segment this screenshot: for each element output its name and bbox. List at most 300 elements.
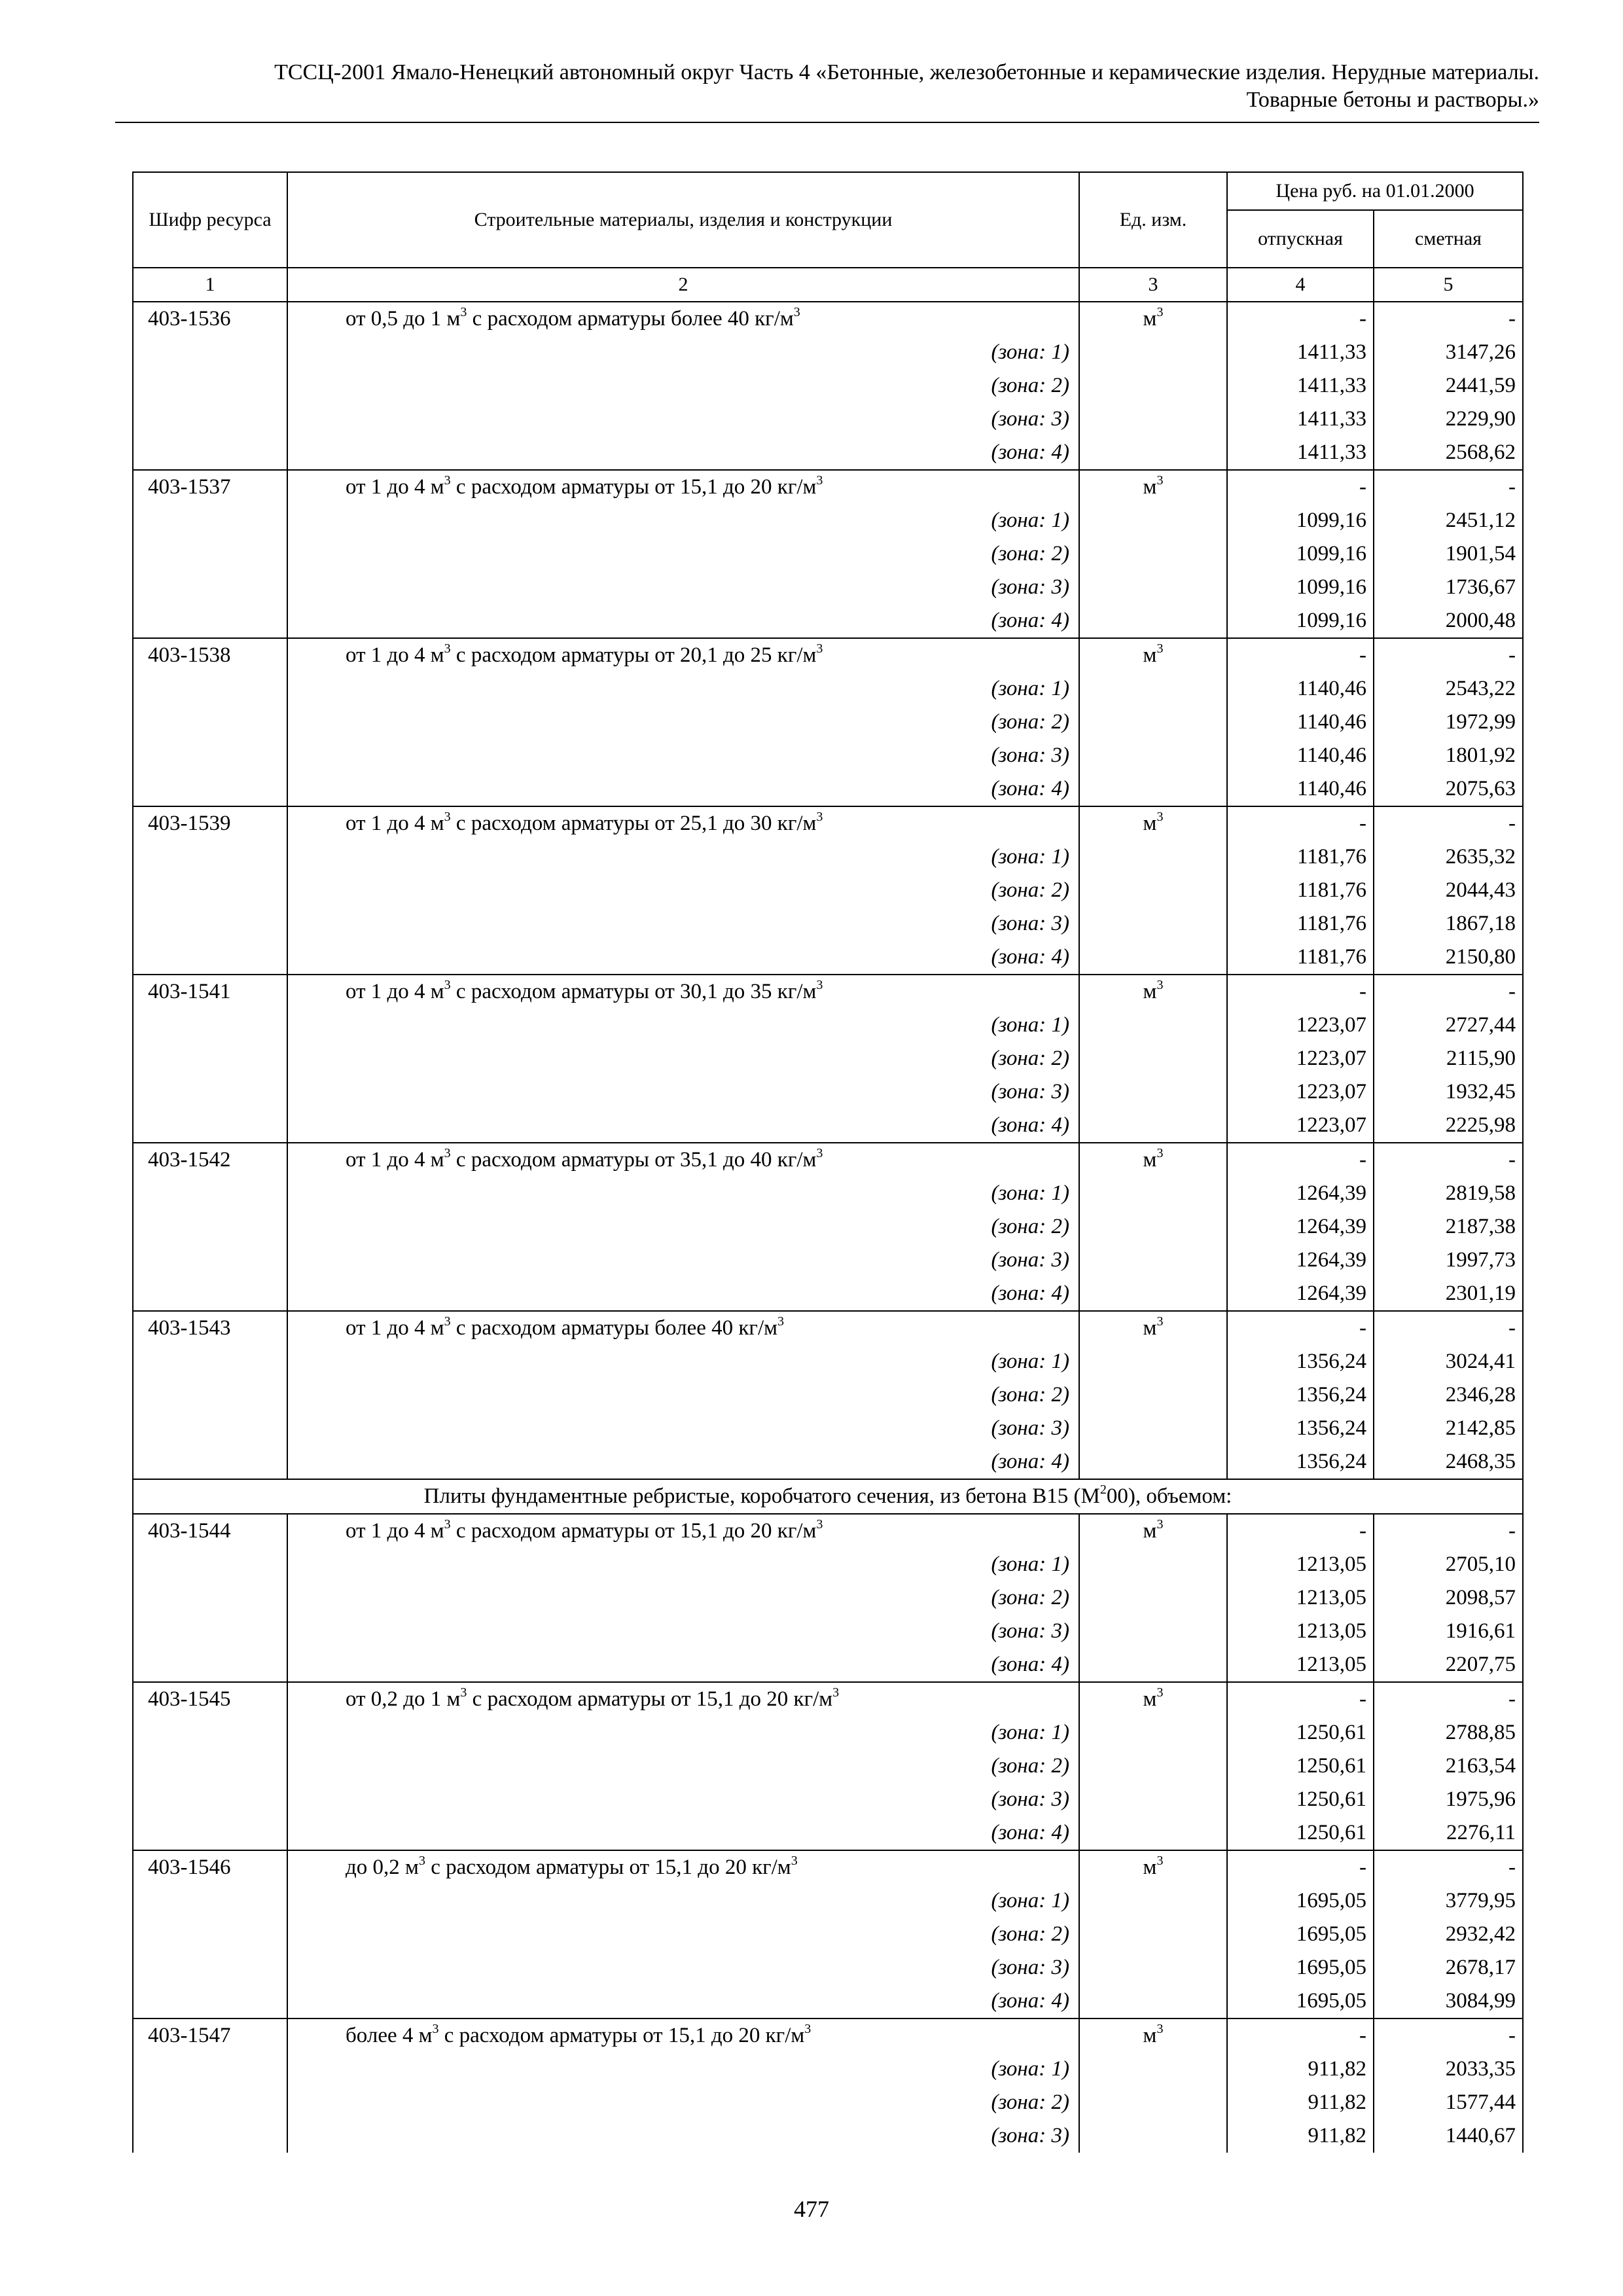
empty-unit-cell	[1079, 1816, 1227, 1850]
zone-label: (зона: 1)	[287, 1009, 1079, 1042]
release-price: 1250,61	[1227, 1716, 1374, 1749]
item-description	[287, 1514, 1079, 1548]
unit-cell	[1079, 302, 1227, 336]
empty-unit-cell	[1079, 672, 1227, 706]
resource-code: 403-1539	[133, 806, 287, 840]
empty-code-cell	[133, 1951, 287, 1984]
col-number-5: 5	[1374, 268, 1523, 302]
release-price: 1213,05	[1227, 1615, 1374, 1648]
heading-superscript: 2	[1099, 1482, 1107, 1497]
item-description	[287, 470, 1079, 504]
zone-label: (зона: 3)	[287, 1244, 1079, 1277]
empty-unit-cell	[1079, 706, 1227, 739]
release-price: -	[1227, 1311, 1374, 1345]
item-description	[287, 1682, 1079, 1716]
unit-exponent: 3	[1156, 1685, 1164, 1700]
zone-label: (зона: 2)	[287, 1378, 1079, 1412]
zone-label: (зона: 2)	[287, 1210, 1079, 1244]
release-price: 1213,05	[1227, 1548, 1374, 1581]
volume-exponent: 3	[444, 978, 451, 992]
unit-base: м	[1143, 1687, 1157, 1711]
zone-label: (зона: 4)	[287, 772, 1079, 806]
empty-code-cell	[133, 336, 287, 369]
density-exponent: 3	[816, 978, 823, 992]
empty-code-cell	[133, 1378, 287, 1412]
empty-code-cell	[133, 672, 287, 706]
density-exponent: 3	[816, 473, 823, 488]
empty-code-cell	[133, 436, 287, 470]
empty-unit-cell	[1079, 1548, 1227, 1581]
zone-label: (зона: 2)	[287, 369, 1079, 403]
estimate-price: 3779,95	[1374, 1884, 1523, 1918]
release-price: 1411,33	[1227, 369, 1374, 403]
unit-exponent: 3	[1156, 305, 1164, 319]
unit-base: м	[1143, 1519, 1157, 1543]
col-header-unit: Ед. изм.	[1079, 172, 1227, 268]
description-start: от 0,2 до 1 м	[346, 1687, 461, 1711]
empty-code-cell	[133, 941, 287, 975]
empty-unit-cell	[1079, 1378, 1227, 1412]
empty-unit-cell	[1079, 1615, 1227, 1648]
resource-code: 403-1538	[133, 638, 287, 672]
unit-exponent: 3	[1156, 1854, 1164, 1868]
zone-row	[133, 1277, 1523, 1311]
description-mid: с расходом арматуры более 40 кг/м	[450, 1316, 778, 1340]
empty-code-cell	[133, 1277, 287, 1311]
empty-code-cell	[133, 1210, 287, 1244]
table-row	[133, 1143, 1523, 1177]
resource-code: 403-1542	[133, 1143, 287, 1177]
release-price: 911,82	[1227, 2053, 1374, 2086]
estimate-price: 2543,22	[1374, 672, 1523, 706]
empty-code-cell	[133, 907, 287, 941]
zone-label: (зона: 1)	[287, 336, 1079, 369]
release-price: -	[1227, 975, 1374, 1009]
zone-label: (зона: 3)	[287, 1615, 1079, 1648]
empty-code-cell	[133, 840, 287, 874]
description-mid: с расходом арматуры от 30,1 до 35 кг/м	[450, 980, 817, 1003]
density-exponent: 3	[816, 641, 823, 656]
volume-exponent: 3	[444, 1146, 451, 1160]
resource-code: 403-1536	[133, 302, 287, 336]
release-price: -	[1227, 1143, 1374, 1177]
release-price: -	[1227, 1682, 1374, 1716]
empty-unit-cell	[1079, 840, 1227, 874]
density-exponent: 3	[793, 305, 800, 319]
item-description	[287, 1143, 1079, 1177]
zone-row	[133, 706, 1523, 739]
volume-exponent: 3	[444, 810, 451, 824]
empty-code-cell	[133, 706, 287, 739]
description-mid: с расходом арматуры от 35,1 до 40 кг/м	[450, 1148, 817, 1172]
resource-code: 403-1547	[133, 2018, 287, 2053]
estimate-price: 2705,10	[1374, 1548, 1523, 1581]
zone-row	[133, 1109, 1523, 1143]
empty-unit-cell	[1079, 1345, 1227, 1378]
empty-unit-cell	[1079, 1075, 1227, 1109]
release-price: 1264,39	[1227, 1210, 1374, 1244]
estimate-price: 2568,62	[1374, 436, 1523, 470]
empty-code-cell	[133, 2119, 287, 2153]
zone-label: (зона: 1)	[287, 2053, 1079, 2086]
zone-label: (зона: 4)	[287, 1816, 1079, 1850]
empty-unit-cell	[1079, 336, 1227, 369]
description-start: от 0,5 до 1 м	[346, 307, 461, 331]
estimate-price: 2225,98	[1374, 1109, 1523, 1143]
description-mid: с расходом арматуры от 15,1 до 20 кг/м	[438, 2024, 805, 2047]
unit-base: м	[1143, 2024, 1157, 2047]
zone-row	[133, 1749, 1523, 1783]
empty-unit-cell	[1079, 504, 1227, 537]
unit-exponent: 3	[1156, 810, 1164, 824]
empty-code-cell	[133, 1177, 287, 1210]
empty-code-cell	[133, 537, 287, 571]
estimate-price: -	[1374, 1143, 1523, 1177]
zone-row	[133, 1210, 1523, 1244]
col-header-name: Строительные материалы, изделия и конструкции	[287, 172, 1079, 268]
zone-row	[133, 1884, 1523, 1918]
zone-row	[133, 1177, 1523, 1210]
zone-row	[133, 2053, 1523, 2086]
empty-unit-cell	[1079, 571, 1227, 604]
release-price: 1099,16	[1227, 604, 1374, 638]
item-description	[287, 806, 1079, 840]
description-mid: с расходом арматуры более 40 кг/м	[467, 307, 794, 331]
empty-code-cell	[133, 1548, 287, 1581]
zone-label: (зона: 1)	[287, 1548, 1079, 1581]
release-price: -	[1227, 638, 1374, 672]
empty-unit-cell	[1079, 1109, 1227, 1143]
release-price: 1411,33	[1227, 403, 1374, 436]
release-price: 1099,16	[1227, 504, 1374, 537]
zone-row	[133, 2119, 1523, 2153]
density-exponent: 3	[832, 1685, 840, 1700]
estimate-price: 2207,75	[1374, 1648, 1523, 1682]
release-price: 1250,61	[1227, 1749, 1374, 1783]
release-price: 1250,61	[1227, 1816, 1374, 1850]
empty-code-cell	[133, 739, 287, 772]
section-heading-row	[133, 1479, 1523, 1514]
empty-unit-cell	[1079, 907, 1227, 941]
estimate-price: 2819,58	[1374, 1177, 1523, 1210]
estimate-price: 3024,41	[1374, 1345, 1523, 1378]
table-row	[133, 1514, 1523, 1548]
empty-unit-cell	[1079, 1009, 1227, 1042]
zone-label: (зона: 4)	[287, 941, 1079, 975]
empty-unit-cell	[1079, 1244, 1227, 1277]
empty-unit-cell	[1079, 1951, 1227, 1984]
description-mid: с расходом арматуры от 15,1 до 20 кг/м	[425, 1856, 791, 1879]
empty-unit-cell	[1079, 1648, 1227, 1682]
unit-cell	[1079, 975, 1227, 1009]
page-number: 477	[794, 2196, 829, 2222]
empty-unit-cell	[1079, 2053, 1227, 2086]
zone-label: (зона: 4)	[287, 1109, 1079, 1143]
estimate-price: 2229,90	[1374, 403, 1523, 436]
zone-row	[133, 336, 1523, 369]
empty-unit-cell	[1079, 1042, 1227, 1075]
release-price: 1695,05	[1227, 1884, 1374, 1918]
empty-code-cell	[133, 1445, 287, 1479]
zone-label: (зона: 2)	[287, 874, 1079, 907]
empty-unit-cell	[1079, 1412, 1227, 1445]
running-header	[115, 59, 1539, 114]
density-exponent: 3	[816, 1517, 823, 1532]
estimate-price: -	[1374, 1311, 1523, 1345]
zone-row	[133, 739, 1523, 772]
empty-unit-cell	[1079, 2119, 1227, 2153]
estimate-price: 2346,28	[1374, 1378, 1523, 1412]
zone-row	[133, 1244, 1523, 1277]
header-line-2: Товарные бетоны и растворы.»	[1246, 88, 1539, 112]
zone-row	[133, 1716, 1523, 1749]
estimate-price: 2044,43	[1374, 874, 1523, 907]
zone-label: (зона: 4)	[287, 1277, 1079, 1311]
release-price: 911,82	[1227, 2119, 1374, 2153]
zone-label: (зона: 2)	[287, 1749, 1079, 1783]
description-start: от 1 до 4 м	[346, 812, 444, 835]
zone-label: (зона: 4)	[287, 1648, 1079, 1682]
density-exponent: 3	[777, 1314, 785, 1329]
zone-label: (зона: 3)	[287, 2119, 1079, 2153]
release-price: 1140,46	[1227, 672, 1374, 706]
empty-code-cell	[133, 604, 287, 638]
table-row	[133, 806, 1523, 840]
description-start: более 4 м	[346, 2024, 433, 2047]
estimate-price: -	[1374, 470, 1523, 504]
release-price: 1264,39	[1227, 1177, 1374, 1210]
release-price: 1140,46	[1227, 739, 1374, 772]
empty-code-cell	[133, 2086, 287, 2119]
estimate-price: 1901,54	[1374, 537, 1523, 571]
release-price: 1356,24	[1227, 1412, 1374, 1445]
empty-code-cell	[133, 571, 287, 604]
description-start: от 1 до 4 м	[346, 980, 444, 1003]
estimate-price: -	[1374, 975, 1523, 1009]
estimate-price: 2468,35	[1374, 1445, 1523, 1479]
description-mid: с расходом арматуры от 25,1 до 30 кг/м	[450, 812, 817, 835]
empty-code-cell	[133, 772, 287, 806]
item-description	[287, 638, 1079, 672]
release-price: -	[1227, 1850, 1374, 1884]
zone-row	[133, 1548, 1523, 1581]
col-header-release-price: отпускная	[1227, 210, 1374, 268]
volume-exponent: 3	[418, 1854, 425, 1868]
estimate-price: 2276,11	[1374, 1816, 1523, 1850]
resource-code: 403-1537	[133, 470, 287, 504]
description-start: до 0,2 м	[346, 1856, 419, 1879]
empty-unit-cell	[1079, 1984, 1227, 2018]
unit-base: м	[1143, 812, 1157, 835]
zone-row	[133, 369, 1523, 403]
empty-unit-cell	[1079, 1884, 1227, 1918]
estimate-price: 1932,45	[1374, 1075, 1523, 1109]
estimate-price: 2187,38	[1374, 1210, 1523, 1244]
empty-code-cell	[133, 369, 287, 403]
item-description	[287, 1850, 1079, 1884]
zone-row	[133, 874, 1523, 907]
empty-code-cell	[133, 1009, 287, 1042]
zone-label: (зона: 4)	[287, 436, 1079, 470]
estimate-price: 1867,18	[1374, 907, 1523, 941]
zone-label: (зона: 1)	[287, 1716, 1079, 1749]
release-price: 1356,24	[1227, 1445, 1374, 1479]
item-description	[287, 975, 1079, 1009]
item-description	[287, 2018, 1079, 2053]
unit-cell	[1079, 1850, 1227, 1884]
empty-code-cell	[133, 1783, 287, 1816]
col-number-1: 1	[133, 268, 287, 302]
resource-code: 403-1545	[133, 1682, 287, 1716]
zone-row	[133, 2086, 1523, 2119]
unit-cell	[1079, 1682, 1227, 1716]
estimate-price: 2788,85	[1374, 1716, 1523, 1749]
estimate-price: 2451,12	[1374, 504, 1523, 537]
zone-row	[133, 436, 1523, 470]
table-row	[133, 2018, 1523, 2053]
release-price: -	[1227, 470, 1374, 504]
description-start: от 1 до 4 м	[346, 643, 444, 667]
estimate-price: 3084,99	[1374, 1984, 1523, 2018]
empty-code-cell	[133, 1075, 287, 1109]
description-start: от 1 до 4 м	[346, 1316, 444, 1340]
unit-base: м	[1143, 1316, 1157, 1340]
resource-code: 403-1541	[133, 975, 287, 1009]
empty-unit-cell	[1079, 1716, 1227, 1749]
estimate-price: 2000,48	[1374, 604, 1523, 638]
zone-row	[133, 1918, 1523, 1951]
estimate-price: 1736,67	[1374, 571, 1523, 604]
unit-cell	[1079, 806, 1227, 840]
release-price: 1140,46	[1227, 772, 1374, 806]
estimate-price: 2115,90	[1374, 1042, 1523, 1075]
description-mid: с расходом арматуры от 20,1 до 25 кг/м	[450, 643, 817, 667]
estimate-price: 1801,92	[1374, 739, 1523, 772]
estimate-price: 2033,35	[1374, 2053, 1523, 2086]
release-price: 911,82	[1227, 2086, 1374, 2119]
estimate-price: 2727,44	[1374, 1009, 1523, 1042]
table-row	[133, 975, 1523, 1009]
estimate-price: 1975,96	[1374, 1783, 1523, 1816]
zone-label: (зона: 3)	[287, 907, 1079, 941]
description-start: от 1 до 4 м	[346, 475, 444, 499]
release-price: -	[1227, 806, 1374, 840]
release-price: 1099,16	[1227, 571, 1374, 604]
zone-row	[133, 1648, 1523, 1682]
empty-unit-cell	[1079, 403, 1227, 436]
zone-label: (зона: 2)	[287, 1918, 1079, 1951]
item-description	[287, 302, 1079, 336]
zone-row	[133, 672, 1523, 706]
release-price: 1223,07	[1227, 1109, 1374, 1143]
zone-row	[133, 1345, 1523, 1378]
empty-code-cell	[133, 1581, 287, 1615]
zone-row	[133, 1615, 1523, 1648]
item-description	[287, 1311, 1079, 1345]
zone-label: (зона: 2)	[287, 2086, 1079, 2119]
estimate-price: 1577,44	[1374, 2086, 1523, 2119]
unit-exponent: 3	[1156, 1314, 1164, 1329]
header-line-1: ТССЦ-2001 Ямало-Ненецкий автономный округ Часть 4 «Бетонные, железобетонные и керамические изделия. Нерудные материалы.	[274, 60, 1539, 84]
zone-row	[133, 1984, 1523, 2018]
section-heading	[133, 1479, 1523, 1514]
release-price: 1213,05	[1227, 1581, 1374, 1615]
heading-text: Плиты фундаментные ребристые, коробчатого сечения, из бетона В15 (М	[423, 1484, 1100, 1508]
description-mid: с расходом арматуры от 15,1 до 20 кг/м	[467, 1687, 833, 1711]
release-price: -	[1227, 2018, 1374, 2053]
unit-exponent: 3	[1156, 978, 1164, 992]
release-price: 1411,33	[1227, 336, 1374, 369]
empty-unit-cell	[1079, 772, 1227, 806]
empty-unit-cell	[1079, 1918, 1227, 1951]
estimate-price: 2678,17	[1374, 1951, 1523, 1984]
estimate-price: -	[1374, 1682, 1523, 1716]
zone-label: (зона: 4)	[287, 604, 1079, 638]
estimate-price: -	[1374, 1850, 1523, 1884]
empty-unit-cell	[1079, 1210, 1227, 1244]
unit-base: м	[1143, 1856, 1157, 1879]
empty-unit-cell	[1079, 1783, 1227, 1816]
unit-exponent: 3	[1156, 1517, 1164, 1532]
zone-label: (зона: 2)	[287, 706, 1079, 739]
estimate-price: 2075,63	[1374, 772, 1523, 806]
unit-base: м	[1143, 1148, 1157, 1172]
zone-label: (зона: 1)	[287, 1884, 1079, 1918]
empty-unit-cell	[1079, 537, 1227, 571]
zone-row	[133, 1378, 1523, 1412]
heading-text-end: 00), объемом:	[1106, 1484, 1232, 1508]
zone-row	[133, 1412, 1523, 1445]
estimate-price: -	[1374, 638, 1523, 672]
zone-row	[133, 604, 1523, 638]
empty-code-cell	[133, 504, 287, 537]
zone-label: (зона: 2)	[287, 1042, 1079, 1075]
zone-row	[133, 1075, 1523, 1109]
empty-code-cell	[133, 1716, 287, 1749]
empty-code-cell	[133, 2053, 287, 2086]
empty-unit-cell	[1079, 1445, 1227, 1479]
zone-label: (зона: 1)	[287, 840, 1079, 874]
zone-row	[133, 1816, 1523, 1850]
col-number-2: 2	[287, 268, 1079, 302]
zone-row	[133, 1951, 1523, 1984]
zone-label: (зона: 4)	[287, 1984, 1079, 2018]
release-price: 1264,39	[1227, 1244, 1374, 1277]
empty-unit-cell	[1079, 1277, 1227, 1311]
empty-unit-cell	[1079, 1177, 1227, 1210]
unit-cell	[1079, 1311, 1227, 1345]
description-start: от 1 до 4 м	[346, 1148, 444, 1172]
empty-unit-cell	[1079, 604, 1227, 638]
release-price: 1356,24	[1227, 1378, 1374, 1412]
empty-code-cell	[133, 1648, 287, 1682]
empty-code-cell	[133, 1984, 287, 2018]
volume-exponent: 3	[444, 1314, 451, 1329]
resource-code: 403-1546	[133, 1850, 287, 1884]
zone-row	[133, 1581, 1523, 1615]
unit-cell	[1079, 638, 1227, 672]
empty-unit-cell	[1079, 436, 1227, 470]
unit-cell	[1079, 470, 1227, 504]
release-price: 1695,05	[1227, 1984, 1374, 2018]
empty-code-cell	[133, 1918, 287, 1951]
zone-row	[133, 504, 1523, 537]
empty-code-cell	[133, 1244, 287, 1277]
release-price: 1223,07	[1227, 1042, 1374, 1075]
zone-row	[133, 1042, 1523, 1075]
unit-cell	[1079, 1514, 1227, 1548]
empty-code-cell	[133, 1884, 287, 1918]
